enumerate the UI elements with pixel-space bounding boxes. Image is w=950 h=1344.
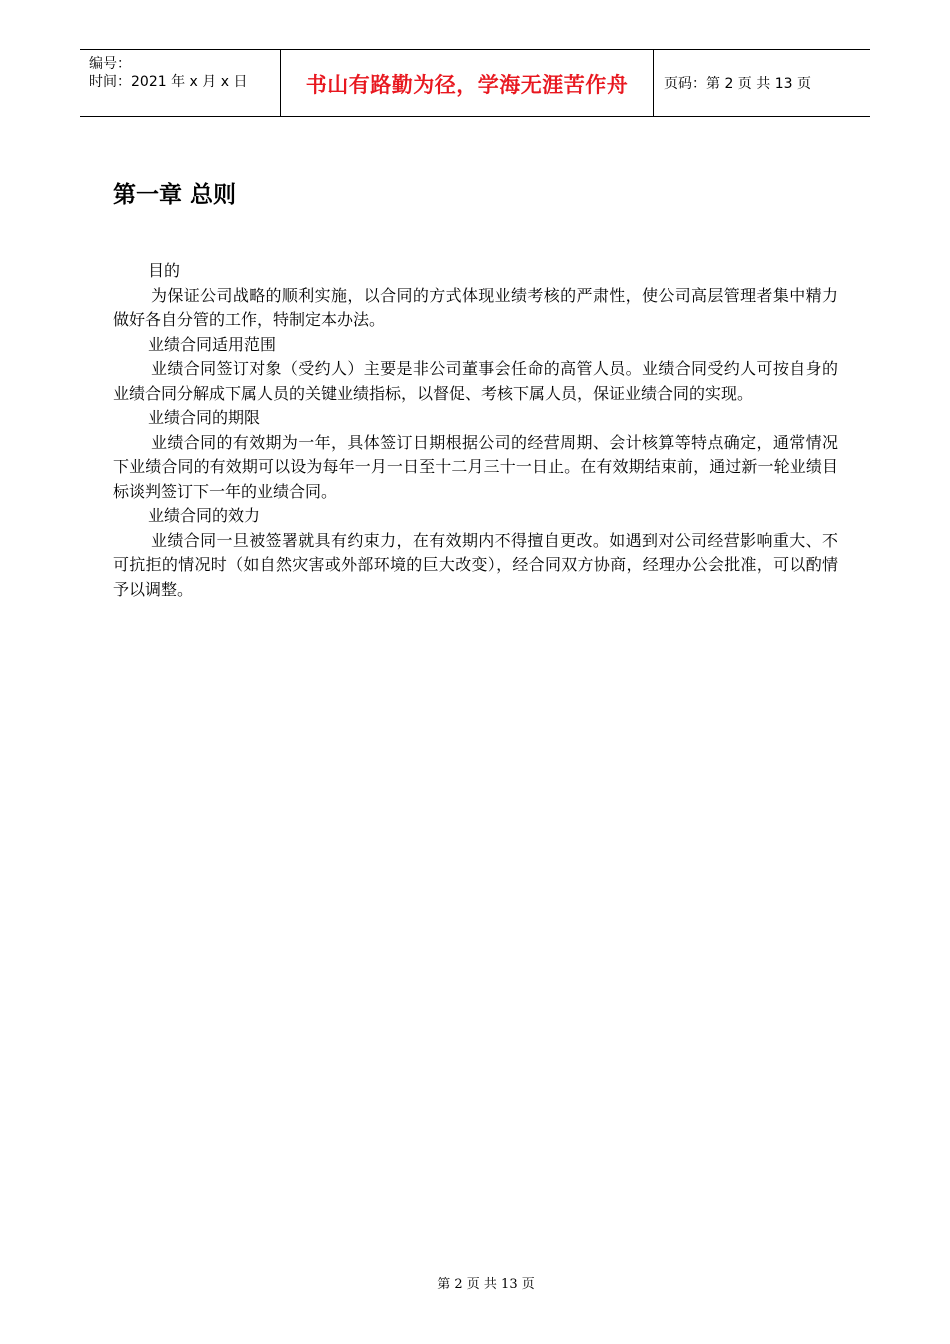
header-meta — [80, 50, 281, 116]
section-title: 业绩合同的期限 — [148, 408, 261, 427]
header-page-label: 页码：第 2 页 共 13 页 — [664, 76, 811, 92]
section-paragraph: 业绩合同的有效期为一年，具体签订日期根据公司的经营周期、会计核算等特点确定，通常情况下业绩合同的有效期可以设为每年一月一日至十二月三十一日止。在有效期结束前，通过新一轮业绩目标谈判签订下一年的业绩合同。 — [113, 432, 838, 501]
section-title: 业绩合同适用范围 — [148, 334, 277, 354]
page-header — [80, 49, 870, 117]
section-paragraph: 业绩合同签订对象（受约人）主要是非公司董事会任命的高管人员。业绩合同受约人可按自身的业绩合同分解成下属人员的关键业绩指标，以督促、考核下属人员，保证业绩合同的实现。 — [113, 359, 838, 403]
section-title: 目的 — [148, 261, 181, 280]
section-paragraph: 为保证公司战略的顺利实施，以合同的方式体现业绩考核的严肃性，使公司高层管理者集中精力做好各自分管的工作，特制定本办法。 — [113, 285, 838, 329]
header-page-cell — [654, 50, 870, 116]
header-motto-cell — [281, 50, 654, 116]
section-paragraph: 业绩合同一旦被签署就具有约束力，在有效期内不得擅自更改。如遇到对公司经营影响重大、不可抗拒的情况时（如自然灾害或外部环境的巨大改变），经合同双方协商，经理办公会批准，可以酌情予以调整。 — [113, 530, 838, 599]
section-title: 业绩合同的效力 — [148, 506, 261, 525]
header-motto: 书山有路勤为径，学海无涯苦作舟 — [305, 73, 629, 97]
document-body — [113, 259, 838, 602]
chapter-title: 第一章 总则 — [113, 182, 237, 208]
document-time-label: 时间：2021 年 x 月 x 日 — [89, 74, 248, 90]
page-footer: 第 2 页 共 13 页 — [437, 1277, 535, 1292]
document-number-label: 编号： — [89, 56, 131, 72]
